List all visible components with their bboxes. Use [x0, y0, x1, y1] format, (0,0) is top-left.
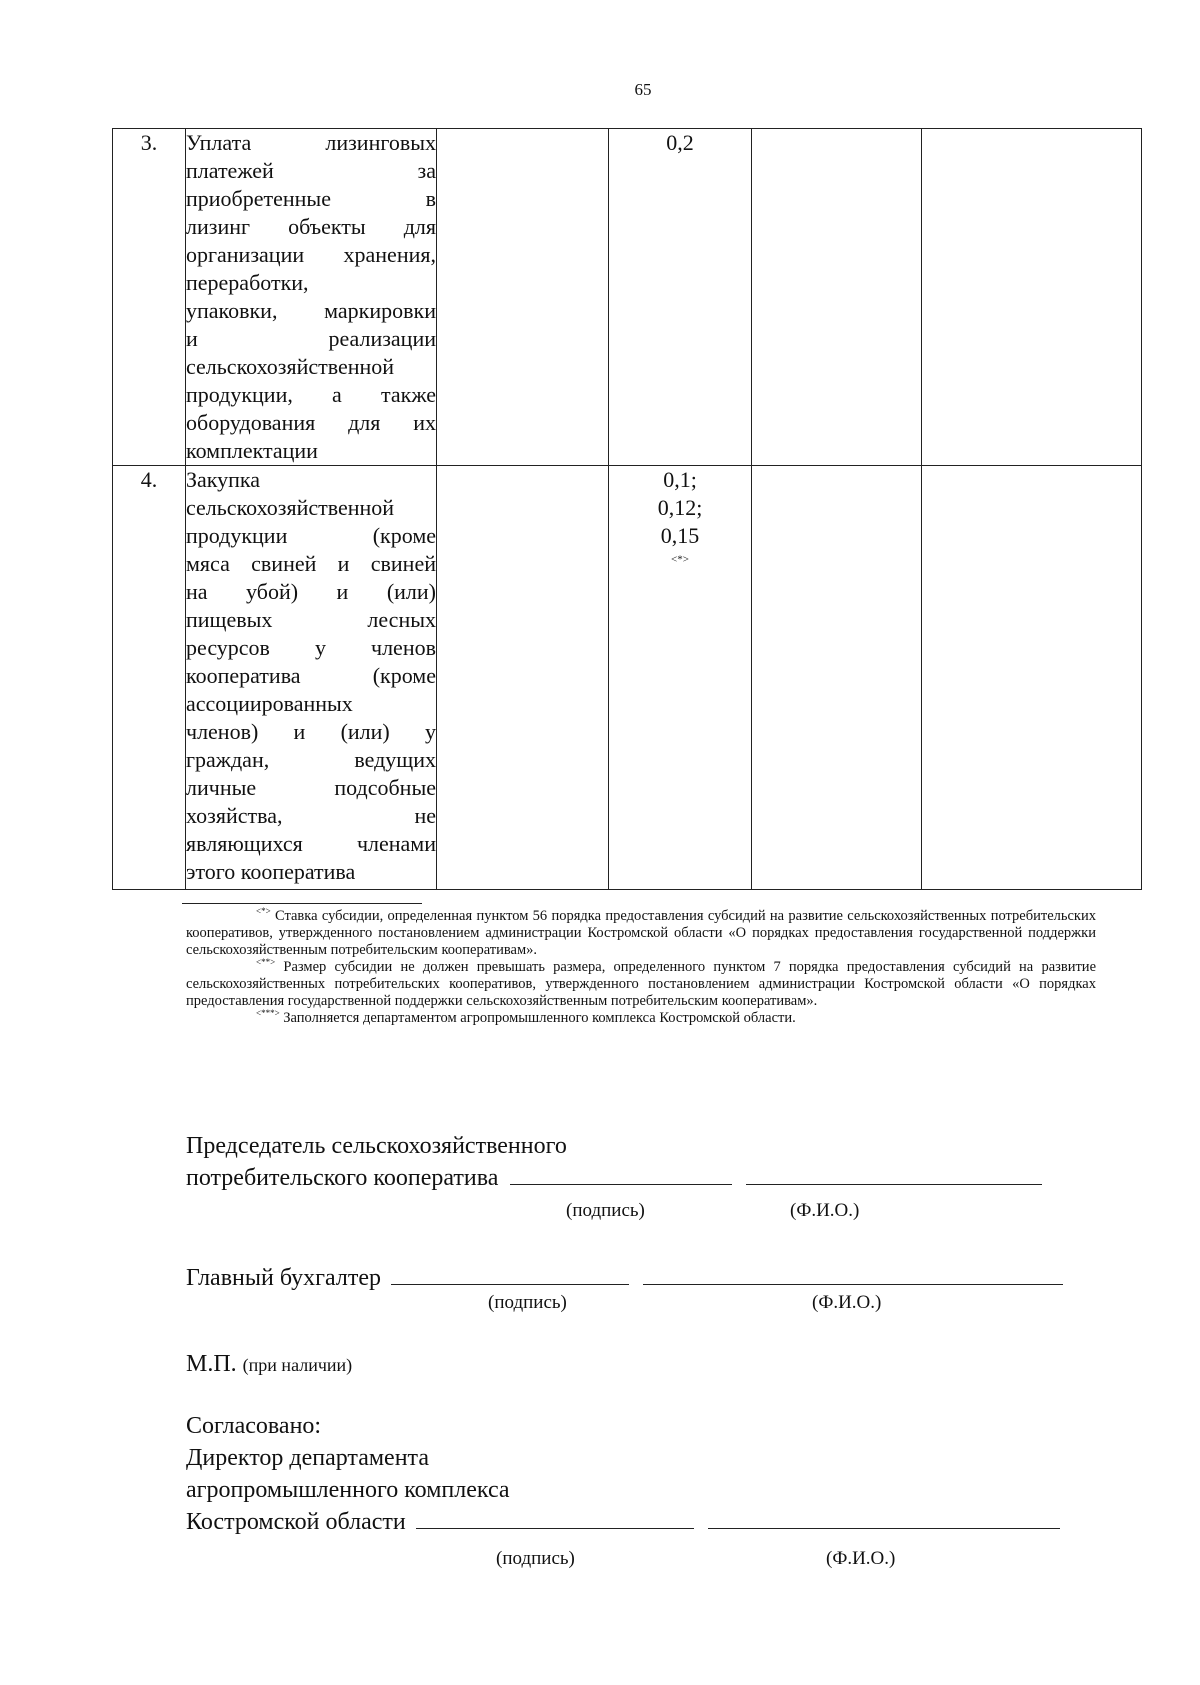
- description-line: переработки,: [186, 270, 309, 295]
- empty-cell: [922, 129, 1142, 466]
- table-row: [113, 129, 1142, 466]
- stamp-note: (при наличии): [242, 1355, 353, 1375]
- row-description: [186, 466, 437, 890]
- footnote-ref: <*>: [671, 553, 689, 566]
- description-line: хозяйства, не: [186, 803, 436, 828]
- chairman-title: [186, 1130, 1042, 1194]
- signature-caption: (подпись): [566, 1200, 645, 1221]
- director-line3-text: Костромской области: [186, 1509, 406, 1535]
- empty-cell: [437, 466, 609, 890]
- description-line: этого кооператива: [186, 859, 356, 884]
- description-line: ресурсов у членов: [186, 635, 436, 660]
- footnote: [186, 959, 1096, 1010]
- stamp-label: М.П.: [186, 1351, 237, 1377]
- director-line1: Директор департамента: [186, 1445, 429, 1471]
- rate-value: [609, 129, 752, 466]
- rate-value-text: 0,15: [660, 523, 700, 548]
- description-line: сельскохозяйственной: [186, 354, 395, 379]
- rate-value-line: 0,12;: [657, 495, 703, 520]
- description-line: являющихся членами: [186, 831, 436, 856]
- description-line: ассоциированных: [186, 691, 353, 716]
- description-line: и реализации: [186, 326, 436, 351]
- description-line: личные подсобные: [186, 775, 436, 800]
- table-row: [113, 466, 1142, 890]
- description-line: платежей за: [186, 158, 436, 183]
- row-number: 4.: [113, 466, 186, 890]
- description-line: пищевых лесных: [186, 607, 436, 632]
- rate-value-line: [609, 522, 751, 578]
- director-signature-field[interactable]: [416, 1506, 694, 1529]
- footnote-marker: <*>: [256, 906, 271, 917]
- description-line: Уплата лизинговых: [186, 130, 436, 155]
- director-line2: агропромышленного комплекса: [186, 1477, 510, 1503]
- director-line3: [186, 1506, 1060, 1538]
- name-caption: (Ф.И.О.): [812, 1292, 882, 1313]
- description-line: членов) и (или) у: [186, 719, 436, 744]
- description-line: приобретенные в: [186, 186, 436, 211]
- name-caption: (Ф.И.О.): [790, 1200, 860, 1221]
- footnote: [186, 1010, 1096, 1027]
- chairman-line1: Председатель сельскохозяйственного: [186, 1133, 567, 1159]
- rate-value-line: 0,2: [666, 130, 694, 155]
- description-line: граждан, ведущих: [186, 747, 436, 772]
- footnote-marker: <***>: [256, 1008, 280, 1019]
- description-line: оборудования для их: [186, 410, 436, 435]
- director-block: [186, 1410, 1060, 1538]
- page-number: 65: [634, 80, 652, 99]
- row-description: [186, 129, 437, 466]
- empty-cell: [752, 466, 922, 890]
- director-name-field[interactable]: [708, 1506, 1060, 1529]
- description-line: организации хранения,: [186, 242, 436, 267]
- empty-cell: [437, 129, 609, 466]
- footnote-text: Ставка субсидии, определенная пунктом 56 порядка предоставления субсидий на развитие сельскохозяйственных потребительских кооперативов, утвержденного постановлением администрации Костромской области «О порядках предоставления государственной поддержки сельскохозяйственным потребительским кооперативам».: [186, 908, 1096, 958]
- footnote: [186, 908, 1096, 959]
- accountant-name-field[interactable]: [643, 1262, 1063, 1285]
- description-line: на убой) и (или): [186, 579, 436, 604]
- row-number: 3.: [113, 129, 186, 466]
- subsidy-table: [112, 128, 1142, 890]
- chairman-signature-field[interactable]: [510, 1162, 732, 1185]
- rate-value-line: 0,1;: [663, 467, 697, 492]
- footnote-text: Размер субсидии не должен превышать размера, определенного пунктом 7 порядка предоставления субсидий на развитие сельскохозяйственных потребительских кооперативов, утвержденного постановлением администрации Костромской области «О порядках предоставления государственной поддержки сельскохозяйственным потребительским кооперативам».: [186, 959, 1097, 1009]
- description-line: мяса свиней и свиней: [186, 551, 436, 576]
- chairman-name-field[interactable]: [746, 1162, 1042, 1185]
- stamp-row: [186, 1348, 352, 1381]
- chairman-line2-text: потребительского кооператива: [186, 1165, 499, 1191]
- description-line: комплектации: [186, 438, 318, 463]
- name-caption: (Ф.И.О.): [826, 1548, 896, 1569]
- description-line: продукции (кроме: [186, 523, 436, 548]
- chairman-line2: [186, 1162, 1042, 1194]
- footnote-divider: [182, 903, 422, 904]
- empty-cell: [752, 129, 922, 466]
- accountant-row: [186, 1262, 1063, 1294]
- rate-value: [609, 466, 752, 890]
- empty-cell: [922, 466, 1142, 890]
- description-line: продукции, а также: [186, 382, 436, 407]
- accountant-signature-field[interactable]: [391, 1262, 629, 1285]
- description-line: Закупка: [186, 467, 261, 492]
- footnote-text: Заполняется департаментом агропромышленного комплекса Костромской области.: [283, 1010, 796, 1026]
- footnotes: [186, 908, 1096, 1027]
- description-line: сельскохозяйственной: [186, 495, 395, 520]
- description-line: кооператива (кроме: [186, 663, 436, 688]
- description-line: упаковки, маркировки: [186, 298, 436, 323]
- accountant-title: Главный бухгалтер: [186, 1265, 381, 1291]
- signature-caption: (подпись): [496, 1548, 575, 1569]
- agreed-label: Согласовано:: [186, 1413, 322, 1439]
- description-line: лизинг объекты для: [186, 214, 436, 239]
- signature-caption: (подпись): [488, 1292, 567, 1313]
- footnote-marker: <**>: [256, 957, 276, 968]
